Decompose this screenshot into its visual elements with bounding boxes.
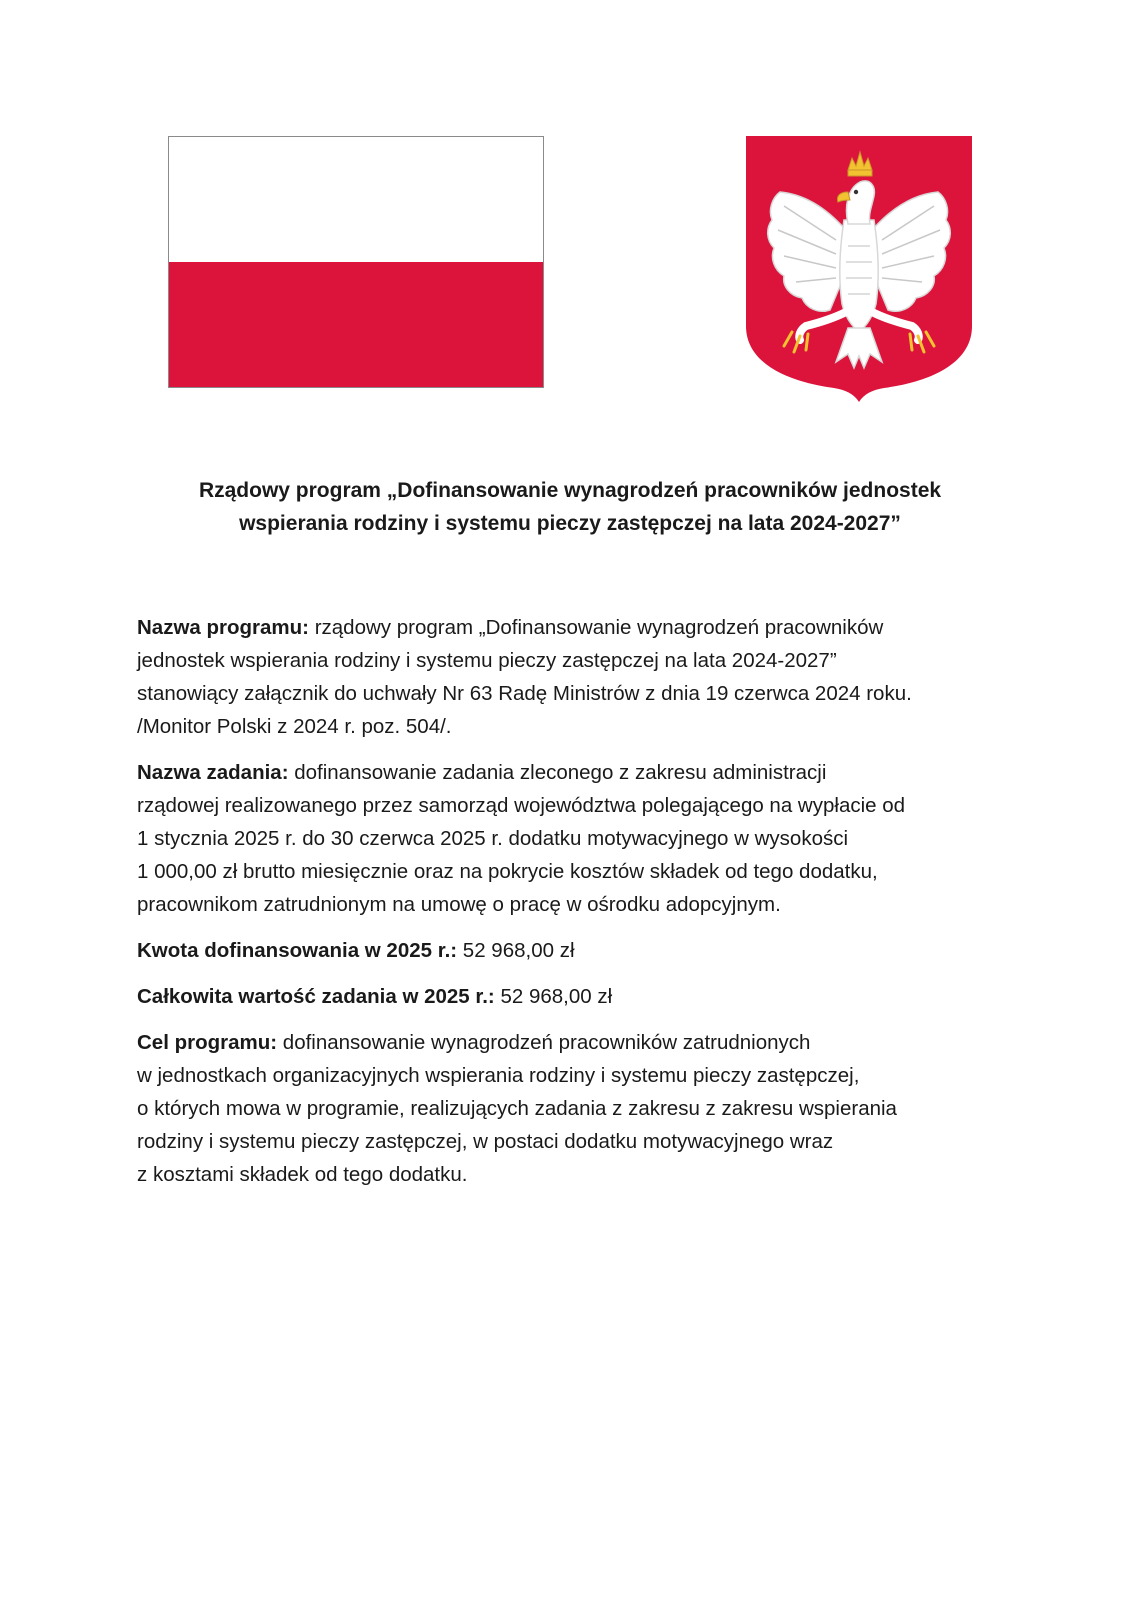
- program-goal-line-2: w jednostkach organizacyjnych wspierania rodziny i systemu pieczy zastępczej,: [137, 1064, 860, 1087]
- total-value-label: Całkowita wartość zadania w 2025 r.:: [137, 985, 495, 1008]
- task-name-line-2: rządowej realizowanego przez samorząd województwa polegającego na wypłacie od: [137, 794, 906, 817]
- funding-amount-section: [137, 934, 1037, 967]
- funding-amount-label: Kwota dofinansowania w 2025 r.:: [137, 939, 458, 962]
- total-value-section: [137, 980, 1037, 1013]
- program-goal-line-3: o których mowa w programie, realizujących zadania z zakresu z zakresu wspierania: [137, 1097, 897, 1120]
- task-name-line-4: 1 000,00 zł brutto miesięcznie oraz na pokrycie kosztów składek od tego dodatku,: [137, 860, 878, 883]
- program-goal-section: [137, 1026, 1037, 1191]
- task-name-line-1: [137, 756, 1037, 789]
- program-goal-line-4: rodziny i systemu pieczy zastępczej, w postaci dodatku motywacyjnego wraz: [137, 1130, 834, 1153]
- program-goal-label: Cel programu:: [137, 1031, 278, 1054]
- title-line-2: wspierania rodziny i systemu pieczy zastępczej na lata 2024-2027”: [239, 512, 901, 535]
- task-name-line-3: 1 stycznia 2025 r. do 30 czerwca 2025 r. dodatku motywacyjnego w wysokości: [137, 827, 849, 850]
- polish-flag-icon: [168, 136, 544, 388]
- funding-amount-line: [137, 934, 1037, 967]
- program-name-line-2: jednostek wspierania rodziny i systemu pieczy zastępczej na lata 2024-2027”: [137, 649, 837, 672]
- program-goal-line-1: [137, 1026, 1037, 1059]
- document-title: [130, 474, 1010, 540]
- title-line-1: Rządowy program „Dofinansowanie wynagrodzeń pracowników jednostek: [198, 479, 942, 502]
- program-name-text-1: rządowy program „Dofinansowanie wynagrodzeń pracowników: [309, 616, 884, 639]
- total-value-line: [137, 980, 1037, 1013]
- task-name-line-5: pracownikom zatrudnionym na umowę o pracę w ośrodku adopcyjnym.: [137, 893, 781, 916]
- program-name-section: [137, 611, 1037, 743]
- task-name-section: [137, 756, 1037, 921]
- flag-red-stripe: [169, 262, 543, 387]
- program-name-line-3: stanowiący załącznik do uchwały Nr 63 Radę Ministrów z dnia 19 czerwca 2024 roku.: [137, 682, 912, 705]
- funding-amount-value: 52 968,00 zł: [457, 939, 575, 962]
- program-name-line-4: /Monitor Polski z 2024 r. poz. 504/.: [137, 715, 452, 738]
- document-body: [137, 611, 1037, 1204]
- program-name-line-1: [137, 611, 1037, 644]
- flag-white-stripe: [169, 137, 543, 262]
- white-eagle-coat-of-arms-icon: [744, 136, 974, 406]
- task-name-text-1: dofinansowanie zadania zleconego z zakresu administracji: [288, 761, 827, 784]
- program-name-label: Nazwa programu:: [137, 616, 309, 639]
- task-name-label: Nazwa zadania:: [137, 761, 289, 784]
- program-goal-line-5: z kosztami składek od tego dodatku.: [137, 1163, 468, 1186]
- program-goal-text-1: dofinansowanie wynagrodzeń pracowników zatrudnionych: [277, 1031, 811, 1054]
- total-value-value: 52 968,00 zł: [494, 985, 613, 1008]
